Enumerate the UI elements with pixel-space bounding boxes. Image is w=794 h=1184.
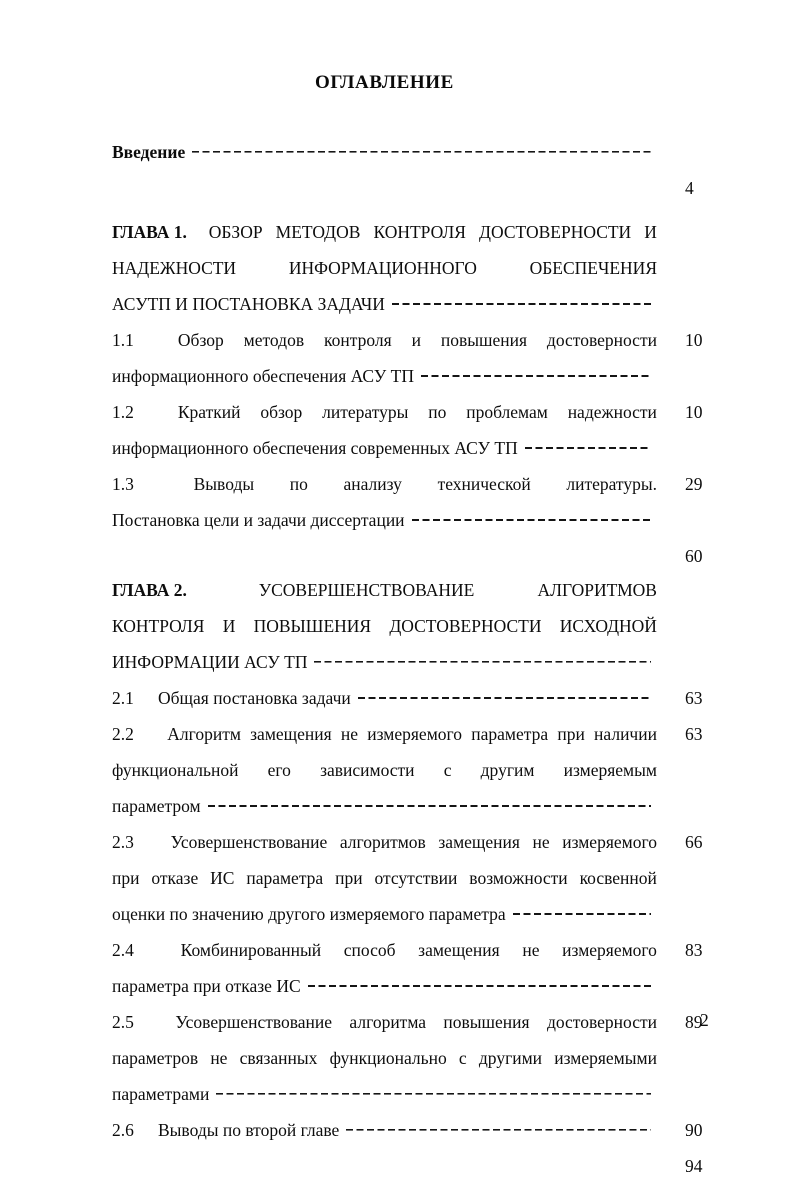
toc-page-number: 10: [685, 330, 703, 350]
toc-page-number: 10: [685, 402, 703, 422]
toc-page-number: 60: [685, 546, 703, 566]
toc-entry-line: [112, 824, 657, 860]
word: Алгоритм: [167, 724, 241, 744]
toc-page-number: 90: [685, 1120, 703, 1140]
dash-leader: [314, 661, 651, 663]
toc-page-number: 4: [685, 178, 694, 198]
word: при: [112, 868, 140, 888]
word: ДОСТОВЕРНОСТИ: [479, 222, 632, 242]
word: проблемам: [466, 402, 548, 422]
word: отказе: [151, 868, 199, 888]
word: КОНТРОЛЯ: [112, 616, 205, 636]
word: связанных: [239, 1048, 318, 1068]
word: ОБЗОР: [208, 222, 263, 242]
word: технической: [437, 474, 531, 494]
word: достоверности: [546, 1012, 657, 1032]
toc-entry-title: параметра при отказе ИС: [112, 976, 301, 996]
dash-leader: [412, 519, 651, 521]
toc-entry-title: информационного обеспечения современных АСУ ТП: [112, 438, 518, 458]
word: параметров: [112, 1048, 199, 1068]
word: замещения: [250, 724, 332, 744]
toc-entry-line: [112, 680, 657, 716]
page-title: ОГЛАВЛЕНИЕ: [315, 72, 454, 93]
toc-entry-line: [112, 286, 657, 322]
toc-entry-tail: [112, 134, 694, 198]
toc-entry-line: [112, 1076, 657, 1112]
word: литературы.: [566, 474, 657, 494]
toc-entry-title: информационного обеспечения АСУ ТП: [112, 366, 414, 386]
word: И: [644, 222, 657, 242]
word: повышения: [443, 1012, 530, 1032]
word: ИСХОДНОЙ: [559, 616, 657, 636]
dash-leader: [513, 913, 651, 915]
word: функциональной: [112, 760, 239, 780]
toc-entry-line: [112, 860, 657, 896]
word: Краткий: [177, 402, 241, 422]
toc-entry-line: [112, 1004, 657, 1040]
word: ПОВЫШЕНИЯ: [253, 616, 372, 636]
toc-entry-line: [112, 608, 657, 644]
word: функционально: [329, 1048, 447, 1068]
toc-entry-section-2-6[interactable]: [112, 1112, 703, 1176]
toc-entry-line: [112, 430, 657, 466]
word: косвенной: [579, 868, 657, 888]
word: ИНФОРМАЦИОННОГО: [288, 258, 477, 278]
toc-entry-number: 1.3: [112, 474, 134, 494]
word: методов: [243, 330, 305, 350]
toc-entry-line: [112, 788, 657, 824]
word: с: [458, 1048, 467, 1068]
dash-leader: [308, 985, 651, 987]
toc-entry-title: АСУТП И ПОСТАНОВКА ЗАДАЧИ: [112, 294, 385, 314]
toc-entry-number: 2.3: [112, 832, 134, 852]
word: измеряемого: [367, 724, 463, 744]
dash-leader: [421, 375, 651, 377]
chapter-number: ГЛАВА 2.: [112, 580, 196, 600]
toc-entry-number: 2.4: [112, 940, 134, 960]
word: измеряемыми: [554, 1048, 657, 1068]
dash-leader: [525, 447, 651, 449]
toc-entry-title: Выводы по второй главе: [158, 1120, 340, 1140]
word: не: [340, 724, 359, 744]
toc-entry-title: параметрами: [112, 1084, 210, 1104]
toc-entry-line: [112, 572, 657, 608]
toc-entry-title: параметром: [112, 796, 201, 816]
word: достоверности: [546, 330, 657, 350]
toc-entry-title: оценки по значению другого измеряемого параметра: [112, 904, 506, 924]
toc-entry-number: 2.5: [112, 1012, 134, 1032]
word: ИС: [210, 868, 235, 888]
chapter-spacer: [112, 538, 702, 572]
toc-entry-number: 2.1: [112, 688, 134, 708]
word: Выводы: [193, 474, 255, 494]
toc-entry-line: [112, 896, 657, 932]
word: его: [267, 760, 291, 780]
dash-leader: [192, 151, 651, 153]
word: Усовершенствование: [170, 832, 328, 852]
toc-entry-line: [112, 250, 657, 286]
toc-entry-line: [112, 752, 657, 788]
word: НАДЕЖНОСТИ: [112, 258, 237, 278]
word: измеряемого: [562, 832, 657, 852]
toc-entry-title: Введение: [112, 142, 186, 162]
word: алгоритма: [349, 1012, 427, 1032]
toc-entry-number: 1.1: [112, 330, 134, 350]
word: параметра: [471, 724, 549, 744]
word: повышения: [440, 330, 528, 350]
word: и: [411, 330, 421, 350]
toc-entry-line: [112, 322, 657, 358]
word: Обзор: [177, 330, 224, 350]
toc-entry-section-1-3[interactable]: [112, 466, 703, 566]
toc-entry-line: [112, 214, 657, 250]
word: по: [428, 402, 447, 422]
toc-entry-line: [112, 394, 657, 430]
word: замещения: [438, 832, 520, 852]
spacer: [112, 94, 702, 134]
toc-entry-title: ИНФОРМАЦИИ АСУ ТП: [112, 652, 308, 672]
word: замещения: [418, 940, 500, 960]
toc-entry-line: [112, 716, 657, 752]
word: алгоритмов: [339, 832, 426, 852]
word: способ: [343, 940, 396, 960]
word: зависимости: [320, 760, 415, 780]
word: не: [210, 1048, 228, 1068]
word: И: [222, 616, 236, 636]
dash-leader: [358, 697, 651, 699]
toc-entry-line: [112, 134, 657, 170]
toc-entry-line: [112, 502, 657, 538]
toc-entry-number: 2.2: [112, 724, 134, 744]
dash-leader: [216, 1093, 651, 1095]
toc-page-number: 94: [685, 1156, 703, 1176]
word: возможности: [469, 868, 568, 888]
word: ДОСТОВЕРНОСТИ: [389, 616, 542, 636]
word: при: [335, 868, 363, 888]
word: анализу: [343, 474, 402, 494]
toc-page-number: 83: [685, 940, 703, 960]
toc-entry-tail: [112, 502, 703, 566]
word: при: [557, 724, 585, 744]
toc-entry-line: [112, 1040, 657, 1076]
toc-entry-number: 1.2: [112, 402, 134, 422]
toc-entry-title: Общая постановка задачи: [158, 688, 351, 708]
word: литературы: [322, 402, 409, 422]
word: не: [532, 832, 550, 852]
toc-entry-line: [112, 644, 657, 680]
toc-page-number: 29: [685, 474, 703, 494]
toc-entry-line: [112, 932, 657, 968]
dash-leader: [208, 805, 651, 807]
word: КОНТРОЛЯ: [373, 222, 466, 242]
toc-entry-line: [112, 466, 657, 502]
toc-entry-title: Постановка цели и задачи диссертации: [112, 510, 405, 530]
toc-page-number: 63: [685, 724, 703, 744]
toc-entry-list: [112, 134, 703, 1176]
word: другими: [478, 1048, 543, 1068]
word: АЛГОРИТМОВ: [537, 580, 657, 600]
word: наличии: [594, 724, 657, 744]
word: измеряемым: [563, 760, 657, 780]
toc-page-number: 63: [685, 688, 703, 708]
word: обзор: [260, 402, 303, 422]
dash-leader: [392, 303, 651, 305]
word: по: [289, 474, 308, 494]
toc-entry-body: [112, 134, 694, 198]
word: отсутствии: [374, 868, 458, 888]
word: контроля: [324, 330, 392, 350]
word: Усовершенствование: [175, 1012, 333, 1032]
word: параметра: [246, 868, 324, 888]
toc-content: [112, 0, 703, 1176]
word: МЕТОДОВ: [275, 222, 361, 242]
word: другим: [480, 760, 535, 780]
word: не: [522, 940, 540, 960]
toc-page-number: 66: [685, 832, 703, 852]
toc-entry-line: [112, 968, 657, 1004]
page-folio-number: 2: [700, 1010, 709, 1030]
word: измеряемого: [562, 940, 657, 960]
word: ОБЕСПЕЧЕНИЯ: [529, 258, 657, 278]
word: надежности: [567, 402, 657, 422]
word: с: [443, 760, 452, 780]
entry-spacer: [112, 170, 702, 180]
toc-entry-line: [112, 358, 657, 394]
chapter-spacer: [112, 180, 702, 214]
chapter-number: ГЛАВА 1.: [112, 222, 196, 242]
word: Комбинированный: [180, 940, 322, 960]
toc-entry-line: [112, 1112, 657, 1148]
toc-entry-vvedenie[interactable]: [112, 134, 702, 198]
dash-leader: [346, 1129, 651, 1131]
toc-entry-number: 2.6: [112, 1120, 134, 1140]
toc-page-number: 89: [685, 1012, 703, 1032]
word: УСОВЕРШЕНСТВОВАНИЕ: [258, 580, 475, 600]
